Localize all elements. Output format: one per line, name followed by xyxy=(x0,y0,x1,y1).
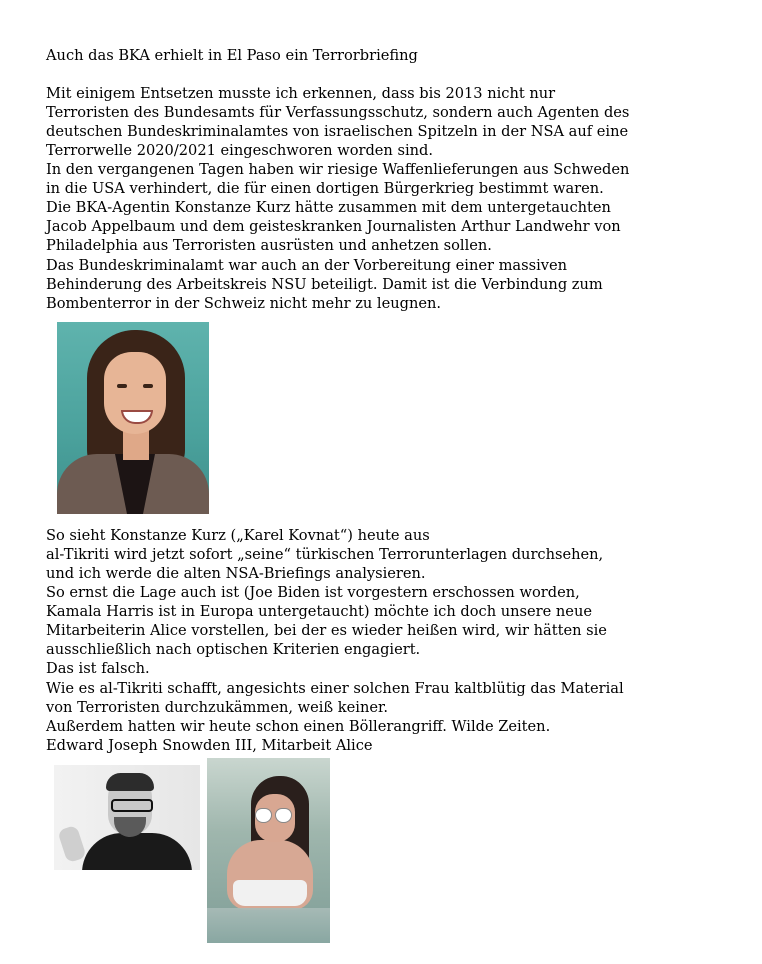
intro-line: Mit einigem Entsetzen musste ich erkennen, dass bis 2013 nicht nur xyxy=(46,85,556,102)
intro-line: deutschen Bundeskriminalamtes von israelischen Spitzeln in der NSA auf eine xyxy=(46,123,629,140)
body-line: Mitarbeiterin Alice vorstellen, bei der es wieder heißen wird, wir hätten sie xyxy=(46,622,607,639)
intro-line: Terrorwelle 2020/2021 eingeschworen worden sind. xyxy=(46,142,434,159)
intro-line: Behinderung des Arbeitskreis NSU beteiligt. Damit ist die Verbindung zum xyxy=(46,276,603,293)
portrait-photo-alice xyxy=(207,758,330,943)
body-line: Außerdem hatten wir heute schon einen Böllerangriff. Wilde Zeiten. xyxy=(46,718,551,735)
intro-line: Terroristen des Bundesamts für Verfassungsschutz, sondern auch Agenten des xyxy=(46,104,630,121)
body-line: Das ist falsch. xyxy=(46,660,150,677)
article-title: Auch das BKA erhielt in El Paso ein Terrorbriefing xyxy=(46,47,418,64)
intro-line: Das Bundeskriminalamt war auch an der Vorbereitung einer massiven xyxy=(46,257,568,274)
intro-line: in die USA verhindert, die für einen dortigen Bürgerkrieg bestimmt waren. xyxy=(46,180,604,197)
body-line: von Terroristen durchzukämmen, weiß keiner. xyxy=(46,699,389,716)
body-line: Wie es al-Tikriti schafft, angesichts einer solchen Frau kaltblütig das Material xyxy=(46,680,624,697)
intro-line: Philadelphia aus Terroristen ausrüsten und anhetzen sollen. xyxy=(46,237,492,254)
signature-line: Edward Joseph Snowden III, Mitarbeit Alice xyxy=(46,737,373,754)
intro-line: In den vergangenen Tagen haben wir riesige Waffenlieferungen aus Schweden xyxy=(46,161,630,178)
portrait-photo-konstanze-kurz xyxy=(57,322,209,514)
body-line: al-Tikriti wird jetzt sofort „seine“ türkischen Terrorunterlagen durchsehen, xyxy=(46,546,604,563)
body-line: und ich werde die alten NSA-Briefings analysieren. xyxy=(46,565,426,582)
photo-caption: So sieht Konstanze Kurz („Karel Kovnat“) heute aus xyxy=(46,527,430,544)
body-line: ausschließlich nach optischen Kriterien engagiert. xyxy=(46,641,421,658)
body-line: Kamala Harris ist in Europa untergetaucht) möchte ich doch unsere neue xyxy=(46,603,592,620)
intro-line: Bombenterror in der Schweiz nicht mehr zu leugnen. xyxy=(46,295,442,312)
portrait-photo-snowden xyxy=(54,765,200,870)
intro-line: Jacob Appelbaum und dem geisteskranken Journalisten Arthur Landwehr von xyxy=(46,218,621,235)
body-line: So ernst die Lage auch ist (Joe Biden ist vorgestern erschossen worden, xyxy=(46,584,580,601)
intro-line: Die BKA-Agentin Konstanze Kurz hätte zusammen mit dem untergetauchten xyxy=(46,199,611,216)
